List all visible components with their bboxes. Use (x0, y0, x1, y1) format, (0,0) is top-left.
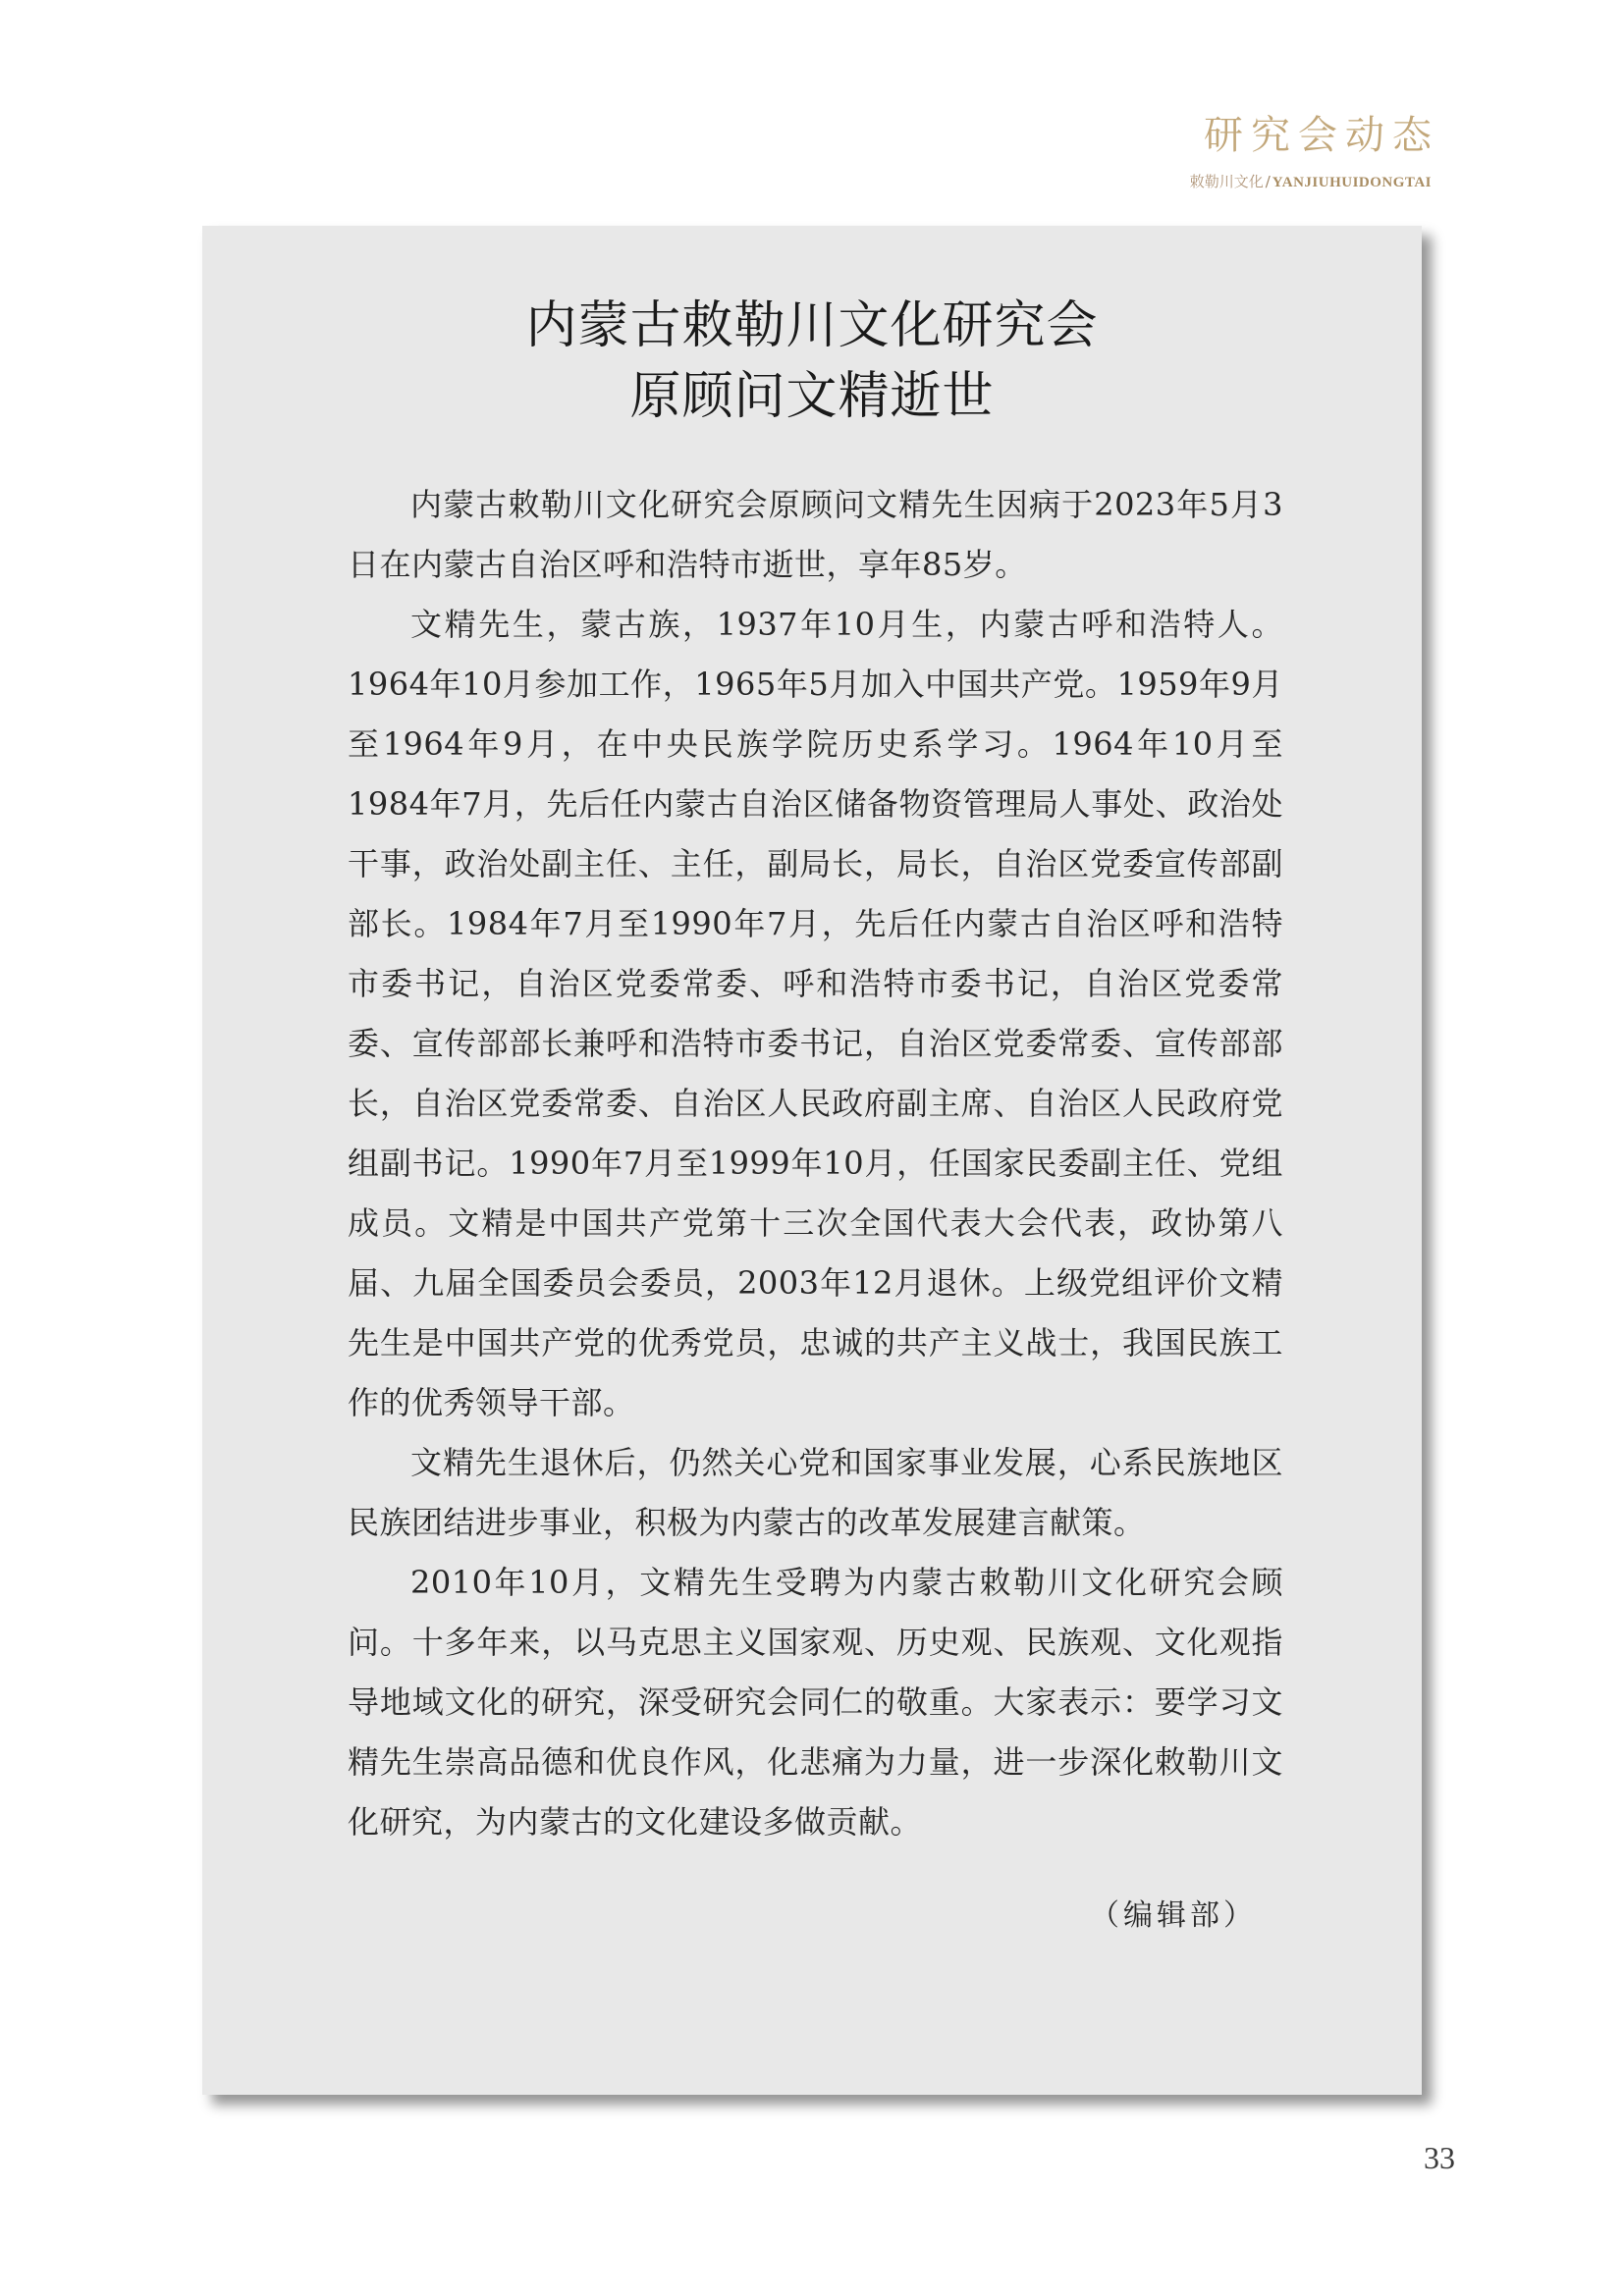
section-title: 研究会动态 (1204, 113, 1439, 158)
publication-name: 敕勒川文化 (1189, 173, 1264, 190)
header-separator: / (1265, 173, 1271, 190)
section-pinyin: YANJIUHUIDONGTAI (1272, 175, 1432, 190)
header-subtitle (1190, 175, 1432, 190)
running-header (1189, 113, 1439, 190)
article-title-line-1: 内蒙古敕勒川文化研究会 (525, 296, 1099, 355)
article-signature: （编辑部） (1090, 1898, 1257, 1933)
paragraph-3: 文精先生退休后，仍然关心党和国家事业发展，心系民族地区民族团结进步事业，积极为内蒙古的改革发展建言献策。 (348, 1444, 1283, 1541)
article-panel (202, 226, 1422, 2095)
paragraph-2: 文精先生，蒙古族，1937年10月生，内蒙古呼和浩特人。1964年10月参加工作，1965年5月加入中国共产党。1959年9月至1964年9月，在中央民族学院历史系学习。1964年10月至1984年7月，先后任内蒙古自治区储备物资管理局人事处、政治处干事，政治处副主任、主任，副局长，局长，自治区党委宣传部副部长。1984年7月至1990年7月，先后任内蒙古自治区呼和浩特市委书记，自治区党委常委、呼和浩特市委书记，自治区党委常委、宣传部部长兼呼和浩特市委书记，自治区党委常委、宣传部部长，自治区党委常委、自治区人民政府副主席、自治区人民政府党组副书记。1990年7月至1999年10月，任国家民委副主任、党组成员。文精是中国共产党第十三次全国代表大会代表，政协第八届、九届全国委员会委员，2003年12月退休。上级党组评价文精先生是中国共产党的优秀党员，忠诚的共产主义战士，我国民族工作的优秀领导干部。 (348, 606, 1283, 1421)
page-number: 33 (1424, 2140, 1455, 2175)
paragraph-1: 内蒙古敕勒川文化研究会原顾问文精先生因病于2023年5月3日在内蒙古自治区呼和浩特市逝世，享年85岁。 (348, 486, 1283, 583)
article-title-line-2: 原顾问文精逝世 (629, 367, 995, 426)
article-title (202, 291, 1422, 432)
article-body (348, 475, 1283, 1852)
paragraph-4: 2010年10月，文精先生受聘为内蒙古敕勒川文化研究会顾问。十多年来，以马克思主义国家观、历史观、民族观、文化观指导地域文化的研究，深受研究会同仁的敬重。大家表示：要学习文精先生崇高品德和优良作风，化悲痛为力量，进一步深化敕勒川文化研究，为内蒙古的文化建设多做贡献。 (348, 1564, 1283, 1841)
